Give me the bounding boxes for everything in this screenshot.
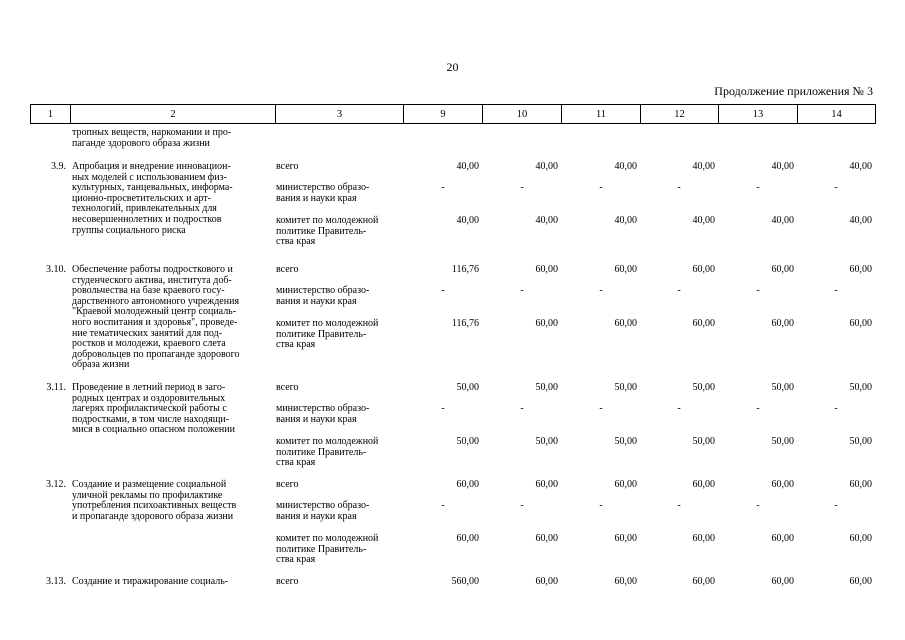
value-cell: 50,00	[692, 436, 715, 447]
value-cell: -	[677, 285, 681, 296]
value-cell: -	[520, 500, 524, 511]
continued-text	[72, 128, 267, 149]
value-cell: 60,00	[535, 318, 558, 329]
continuation-title: Продолжение приложения № 3	[714, 84, 873, 98]
value-cell: -	[756, 285, 760, 296]
text-line: политике Правитель-	[276, 328, 367, 340]
value-cell: 60,00	[771, 264, 794, 275]
text-line: употребления психоактивных веществ	[72, 500, 237, 512]
value-cell: 60,00	[771, 576, 794, 587]
value-cell: -	[756, 182, 760, 193]
value-cell: -	[599, 500, 603, 511]
text-line: несовершеннолетних и подростков	[72, 213, 222, 225]
value-cell: 50,00	[849, 382, 872, 393]
value-cell: 40,00	[771, 215, 794, 226]
row-number: 3.13.	[46, 576, 66, 587]
value-cell: 50,00	[771, 436, 794, 447]
value-cell: -	[834, 500, 838, 511]
value-cell: 50,00	[692, 382, 715, 393]
text-line: комитет по молодежной	[276, 436, 379, 447]
value-cell: 60,00	[849, 264, 872, 275]
value-cell: 60,00	[692, 264, 715, 275]
value-cell: 40,00	[692, 215, 715, 226]
value-cell: 60,00	[771, 318, 794, 329]
value-cell: 60,00	[849, 318, 872, 329]
text-line: Создание и размещение социальной	[72, 479, 227, 490]
text-line: ровольчества на базе краевого госу-	[72, 285, 225, 297]
text-line: Создание и тиражирование социаль-	[72, 576, 229, 587]
funding-source-label	[276, 577, 404, 588]
value-cell: -	[520, 182, 524, 193]
header-cell: 11	[562, 105, 641, 124]
text-line: Проведение в летний период в заго-	[72, 382, 226, 393]
value-cell: 40,00	[614, 215, 637, 226]
text-line: студенческого актива, института доб-	[72, 274, 232, 286]
text-line: политике Правитель-	[276, 446, 367, 458]
funding-source-label	[276, 480, 404, 491]
value-cell: 50,00	[535, 436, 558, 447]
value-cell: -	[599, 403, 603, 414]
row-number: 3.10.	[46, 264, 66, 275]
value-cell: 60,00	[692, 576, 715, 587]
text-line: тропных веществ, наркомании и про-	[72, 127, 232, 138]
funding-source-label	[276, 404, 404, 425]
value-cell: 40,00	[692, 161, 715, 172]
text-line: Апробация и внедрение инновацион-	[72, 161, 231, 172]
text-line: и пропаганде здорового образа жизни	[72, 510, 234, 522]
funding-source-label	[276, 265, 404, 276]
text-line: ства края	[276, 457, 316, 469]
value-cell: -	[834, 403, 838, 414]
text-line: ства края	[276, 339, 316, 351]
header-cell: 10	[483, 105, 562, 124]
text-line: Обеспечение работы подросткового и	[72, 264, 233, 275]
value-cell: 50,00	[456, 382, 479, 393]
value-cell: 60,00	[614, 533, 637, 544]
value-cell: 40,00	[535, 161, 558, 172]
text-line: политике Правитель-	[276, 225, 367, 237]
text-line: политике Правитель-	[276, 543, 367, 555]
value-cell: 60,00	[535, 264, 558, 275]
text-line: всего	[276, 576, 299, 587]
text-line: вания и науки края	[276, 295, 357, 307]
text-line: всего	[276, 479, 299, 490]
text-line: вания и науки края	[276, 510, 357, 522]
row-description	[72, 265, 267, 371]
value-cell: 50,00	[614, 382, 637, 393]
funding-source-label	[276, 383, 404, 394]
header-cell: 12	[641, 105, 719, 124]
text-line: технологий, привлекательных для	[72, 203, 217, 215]
value-cell: -	[834, 182, 838, 193]
value-cell: 40,00	[771, 161, 794, 172]
text-line: дарственного автономного учреждения	[72, 295, 240, 307]
header-row	[31, 105, 876, 124]
funding-source-label	[276, 534, 404, 566]
funding-source-label	[276, 286, 404, 307]
text-line: "Краевой молодежный центр социаль-	[72, 306, 237, 318]
value-cell: 60,00	[692, 533, 715, 544]
value-cell: 60,00	[535, 576, 558, 587]
value-cell: 50,00	[456, 436, 479, 447]
text-line: добровольцев по пропаганде здорового	[72, 348, 240, 360]
value-cell: 40,00	[535, 215, 558, 226]
value-cell: 60,00	[535, 533, 558, 544]
value-cell: 40,00	[614, 161, 637, 172]
text-line: ростков и молодежи, краевого слета	[72, 338, 226, 350]
funding-source-label	[276, 216, 404, 248]
text-line: ние тематических занятий для под-	[72, 327, 223, 339]
funding-source-label	[276, 437, 404, 469]
header-cell: 1	[31, 105, 71, 124]
text-line: всего	[276, 264, 299, 275]
text-line: вания и науки края	[276, 413, 357, 425]
value-cell: 116,76	[451, 318, 479, 329]
value-cell: 40,00	[456, 215, 479, 226]
value-cell: 50,00	[849, 436, 872, 447]
value-cell: -	[520, 285, 524, 296]
row-description	[72, 383, 267, 436]
text-line: лагерях профилактической работы с	[72, 403, 227, 415]
value-cell: 60,00	[614, 576, 637, 587]
value-cell: -	[677, 500, 681, 511]
value-cell: -	[834, 285, 838, 296]
text-line: комитет по молодежной	[276, 215, 379, 226]
value-cell: -	[520, 403, 524, 414]
value-cell: -	[441, 285, 445, 296]
text-line: ства края	[276, 554, 316, 566]
value-cell: 60,00	[849, 479, 872, 490]
value-cell: 60,00	[771, 479, 794, 490]
value-cell: 60,00	[692, 318, 715, 329]
row-number: 3.12.	[46, 479, 66, 490]
value-cell: 60,00	[456, 533, 479, 544]
value-cell: -	[599, 285, 603, 296]
text-line: министерство образо-	[276, 285, 370, 296]
text-line: всего	[276, 382, 299, 393]
text-line: уличной рекламы по профилактике	[72, 489, 223, 501]
text-line: комитет по молодежной	[276, 318, 379, 329]
value-cell: 40,00	[456, 161, 479, 172]
header-cell: 13	[719, 105, 798, 124]
funding-source-label	[276, 162, 404, 173]
row-description	[72, 480, 267, 522]
value-cell: -	[599, 182, 603, 193]
value-cell: 60,00	[614, 318, 637, 329]
row-description	[72, 577, 267, 588]
value-cell: 40,00	[849, 161, 872, 172]
row-description	[72, 162, 267, 236]
value-cell: 50,00	[535, 382, 558, 393]
text-line: комитет по молодежной	[276, 533, 379, 544]
value-cell: 60,00	[614, 264, 637, 275]
value-cell: 50,00	[771, 382, 794, 393]
text-line: ных моделей с использованием физ-	[72, 171, 227, 183]
text-line: группы социального риска	[72, 224, 186, 236]
text-line: мися в социально опасном положении	[72, 424, 235, 436]
value-cell: 60,00	[771, 533, 794, 544]
text-line: ства края	[276, 236, 316, 248]
header-cell: 2	[71, 105, 276, 124]
value-cell: -	[756, 500, 760, 511]
text-line: всего	[276, 161, 299, 172]
value-cell: 60,00	[456, 479, 479, 490]
page-number: 20	[446, 60, 459, 74]
value-cell: 60,00	[614, 479, 637, 490]
header-cell: 9	[404, 105, 483, 124]
text-line: подростками, в том числе находящи-	[72, 413, 230, 425]
value-cell: 60,00	[849, 533, 872, 544]
funding-source-label	[276, 183, 404, 204]
text-line: ционно-просветительских и арт-	[72, 192, 211, 204]
value-cell: 60,00	[692, 479, 715, 490]
text-line: паганде здорового образа жизни	[72, 137, 210, 149]
value-cell: -	[677, 403, 681, 414]
value-cell: -	[441, 182, 445, 193]
row-number: 3.9.	[51, 161, 66, 172]
value-cell: 60,00	[849, 576, 872, 587]
text-line: министерство образо-	[276, 182, 370, 193]
text-line: ного воспитания и здоровья", проведе-	[72, 316, 238, 328]
header-cell: 14	[798, 105, 876, 124]
value-cell: -	[441, 403, 445, 414]
value-cell: 50,00	[614, 436, 637, 447]
text-line: образа жизни	[72, 359, 130, 371]
header-cell: 3	[276, 105, 404, 124]
text-line: министерство образо-	[276, 500, 370, 511]
text-line: культурных, танцевальных, информа-	[72, 182, 233, 194]
row-number: 3.11.	[46, 382, 66, 393]
value-cell: 60,00	[535, 479, 558, 490]
column-header-table	[30, 104, 876, 124]
value-cell: 40,00	[849, 215, 872, 226]
funding-source-label	[276, 501, 404, 522]
funding-source-label	[276, 319, 404, 351]
text-line: министерство образо-	[276, 403, 370, 414]
value-cell: -	[756, 403, 760, 414]
text-line: вания и науки края	[276, 192, 357, 204]
value-cell: 116,76	[451, 264, 479, 275]
value-cell: -	[441, 500, 445, 511]
text-line: родных центрах и оздоровительных	[72, 392, 226, 404]
value-cell: -	[677, 182, 681, 193]
value-cell: 560,00	[451, 576, 479, 587]
